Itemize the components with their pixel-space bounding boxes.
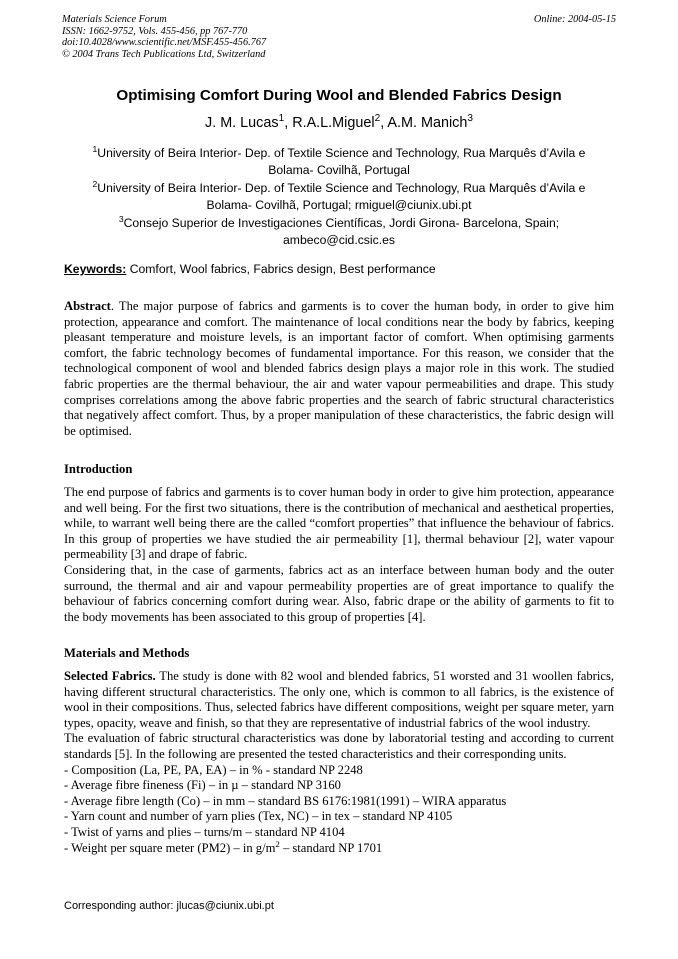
affiliation <box>80 145 598 179</box>
introduction-body <box>64 485 614 625</box>
affiliation-line: Bolama- Covilhã, Portugal; rmiguel@ciunix.ubi.pt <box>206 198 472 212</box>
unit-exponent: 2 <box>275 838 280 849</box>
author-sup: 2 <box>374 113 381 125</box>
list-item-text: – standard NP 1701 <box>279 840 383 855</box>
journal-name: Materials Science Forum <box>62 14 167 25</box>
affiliation-line: ambeco@cid.csic.es <box>283 233 395 247</box>
list-item-text: - Weight per square meter (PM2) – in g/m <box>64 840 276 855</box>
affiliation-line: University of Beira Interior- Dep. of Textile Science and Technology, Rua Marquês d’Avila e <box>97 146 586 160</box>
affiliation-sup: 2 <box>92 178 98 189</box>
issn: ISSN: 1662-9752, Vols. 455-456, pp 767-770 <box>62 25 248 37</box>
paragraph: The study is done with 82 wool and blended fabrics, 51 worsted and 31 woollen fabrics, having different structural characteristics. The only one, which is common to all fabrics, is the existence of wool in their compositions. Thus, selected fabrics have different compositions, weight per square meter, yarn types, opacity, weave and finish, so that they are representative of industrial fabrics of the wool industry. <box>64 669 614 730</box>
paragraph: Considering that, in the case of garments, fabrics act as an interface between human body and the outer surround, the thermal and air and vapour permeability properties are of great importance to qualify the behaviour of fabrics concerning comfort during wear. Also, fabric drape or the ability of garments to fit to the body movements has been associated to this group of properties [4]. <box>64 562 614 624</box>
author-name: J. M. Lucas <box>205 115 279 131</box>
page-header <box>62 14 616 60</box>
author-name: A.M. Manich <box>387 115 468 131</box>
affiliation-sup: 3 <box>118 213 124 224</box>
online-date: Online: 2004-05-15 <box>533 14 616 25</box>
list-item: - Twist of yarns and plies – turns/m – standard NP 4104 <box>64 824 345 839</box>
author-sup: 1 <box>278 113 285 125</box>
corresponding-author: Corresponding author: jlucas@ciunix.ubi.pt <box>64 900 274 912</box>
list-item: - Average fibre length (Co) – in mm – standard BS 6176:1981(1991) – WIRA apparatus <box>64 793 507 808</box>
author-list: J. M. Lucas$^1$, R.A.L.Miguel$^2$, A.M. Manich$^3$ <box>205 113 473 131</box>
abstract <box>64 299 614 439</box>
author-sup: 3 <box>467 113 473 125</box>
affiliation-line: Consejo Superior de Investigaciones Científicas, Jordi Girona- Barcelona, Spain; <box>123 216 560 230</box>
list-item: - Average fibre fineness (Fi) – in µ – standard NP 3160 <box>64 778 341 793</box>
methods-body <box>64 669 614 856</box>
section-heading-introduction: Introduction <box>64 462 133 476</box>
affiliation-line: University of Beira Interior- Dep. of Textile Science and Technology, Rua Marquês d’Avila e <box>97 181 586 195</box>
list-item: - Yarn count and number of yarn plies (Tex, NC) – in tex – standard NP 4105 <box>64 809 453 824</box>
abstract-text: . The major purpose of fabrics and garments is to cover the human body, in order to give him protection, appearance and comfort. The maintenance of local conditions near the body by fabrics, keeping pleasant temperature and moisture levels, is an important factor of comfort. When optimising garments comfort, the fabric technology becomes of fundamental importance. For this reason, we consider that the technological component of wool and blended fabrics design plays a major role in this work. The studied fabric properties are the thermal behaviour, the air and water vapour permeabilities and drape. This study comprises correlations among the above fabric properties and the search of fabric structural characteristics that negatively affect comfort. Thus, by a proper manipulation of these characteristics, the fabric design will be optimised. <box>64 299 614 438</box>
paper-title: Optimising Comfort During Wool and Blended Fabrics Design <box>116 87 562 104</box>
section-heading-methods: Materials and Methods <box>64 646 190 660</box>
paragraph: The end purpose of fabrics and garments is to cover human body in order to give him protection, appearance and well being. For the first two situations, there is the contribution of mechanical and aesthetical properties, while, to warrant well being there are the called “comfort properties” that influence the behaviour of fabrics. In this group of properties we have studied the air permeability [1], thermal behaviour [2], water vapour permeability [3] and drape of fabric. <box>64 485 614 562</box>
paragraph: The evaluation of fabric structural characteristics was done by laboratorial testing and according to current standards [5]. In the following are presented the tested characteristics and their corresponding units. <box>64 731 614 761</box>
affiliation <box>80 215 598 249</box>
keywords <box>64 262 436 276</box>
list-item: - Composition (La, PE, PA, EA) – in % - standard NP 2248 <box>64 762 363 777</box>
characteristics-list <box>64 763 614 857</box>
abstract-label: Abstract <box>64 299 111 313</box>
subsection-label: Selected Fabrics. <box>64 669 156 683</box>
keywords-text: Comfort, Wool fabrics, Fabrics design, Best performance <box>126 262 436 276</box>
author-name: R.A.L.Miguel <box>292 115 375 131</box>
affiliation-line: Bolama- Covilhã, Portugal <box>268 163 410 177</box>
list-item <box>64 838 614 857</box>
doi: doi:10.4028/www.scientific.net/MSF.455-456.767 <box>62 37 267 49</box>
keywords-label: Keywords: <box>64 262 127 276</box>
affiliation <box>80 180 598 214</box>
affiliation-sup: 1 <box>92 143 98 154</box>
copyright: © 2004 Trans Tech Publications Ltd, Switzerland <box>62 48 266 60</box>
